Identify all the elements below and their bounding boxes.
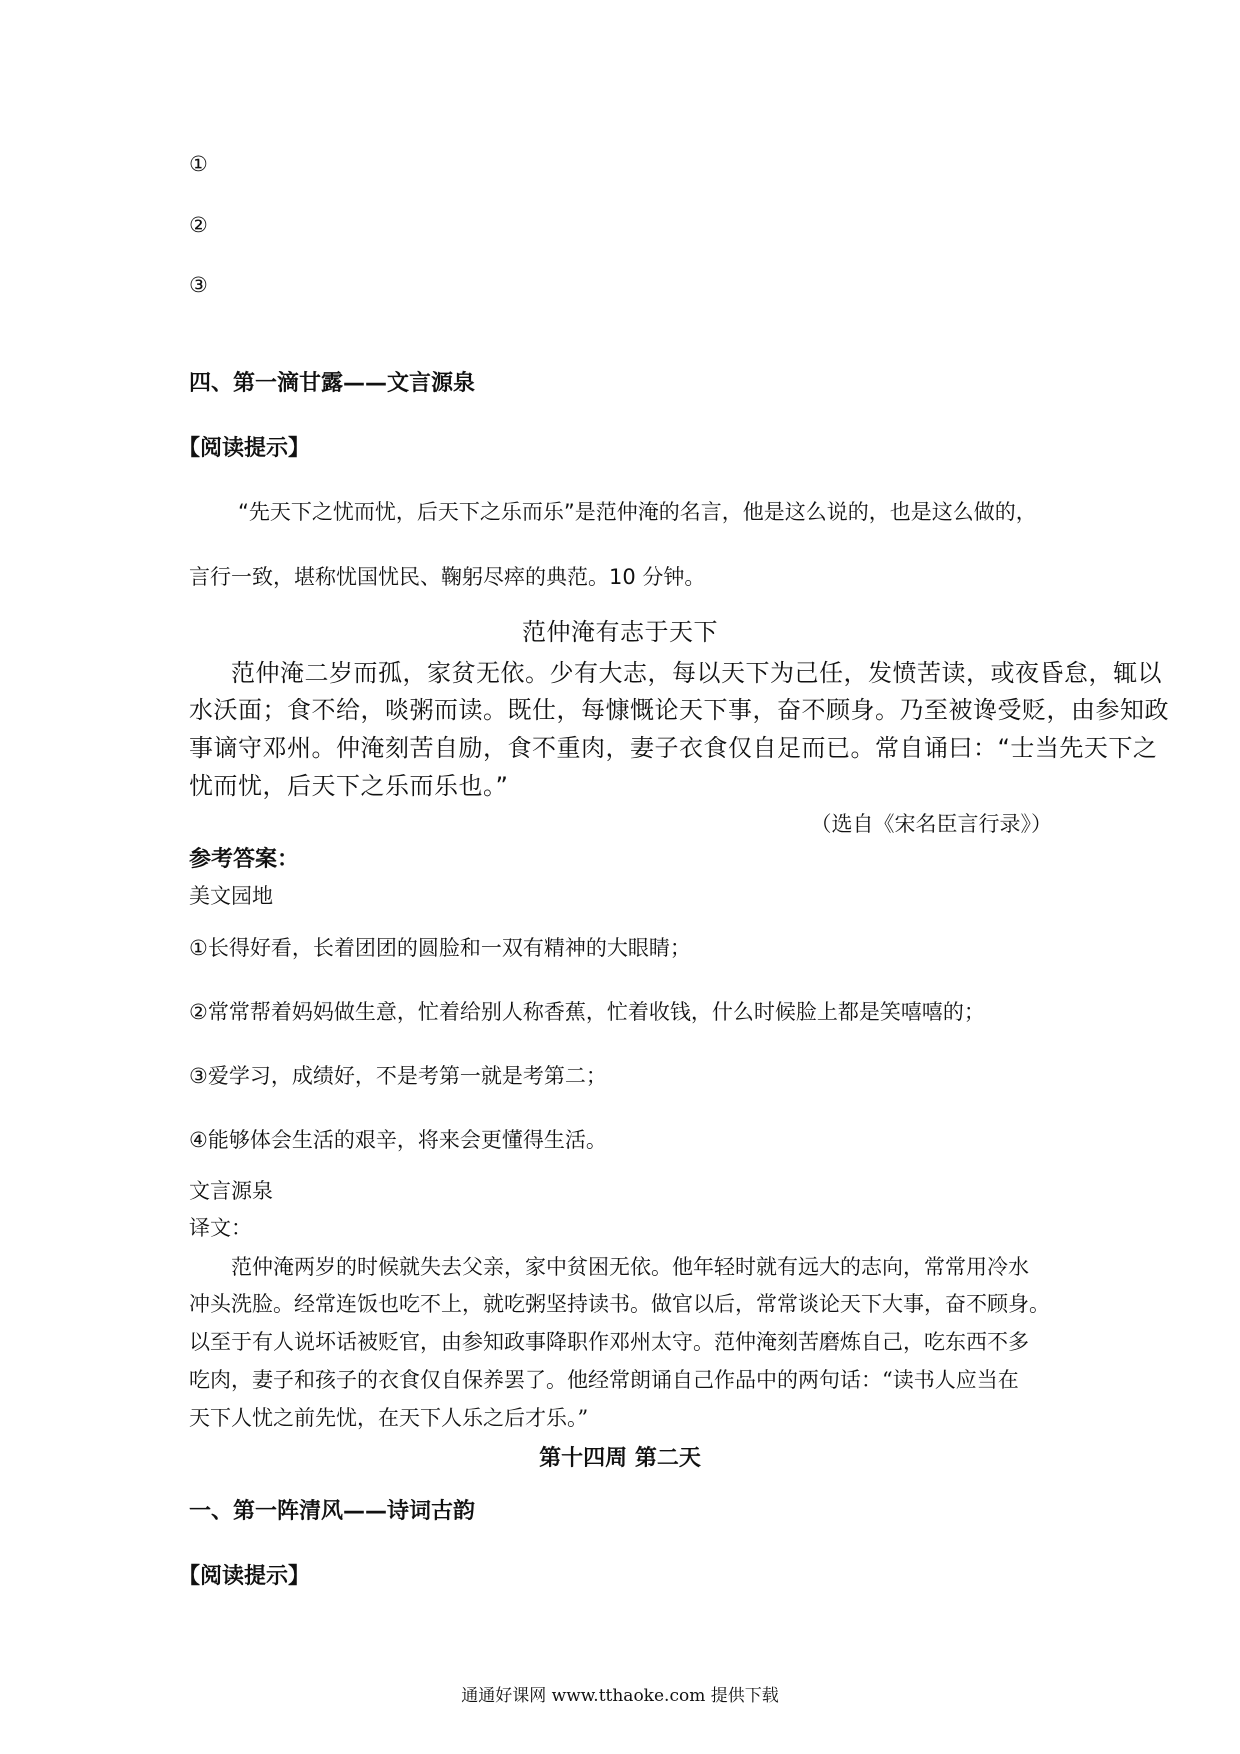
blank-line-2: ② bbox=[189, 213, 208, 237]
answer-section-1: 美文园地 bbox=[189, 884, 273, 908]
hint-line-2: 言行一致，堪称忧国忧民、鞠躬尽瘁的典范。10 分钟。 bbox=[189, 565, 706, 589]
week-heading: 第十四周 第二天 bbox=[539, 1446, 701, 1471]
translation-line-3: 以至于有人说坏话被贬官，由参知政事降职作邓州太守。范仲淹刻苦磨炼自己，吃东西不多 bbox=[189, 1330, 1029, 1354]
blank-line-1: ① bbox=[189, 152, 208, 176]
answer-item-4: ④能够体会生活的艰辛，将来会更懂得生活。 bbox=[189, 1128, 607, 1152]
section-4-title: 四、第一滴甘露——文言源泉 bbox=[189, 371, 476, 396]
translation-label: 译文： bbox=[189, 1216, 252, 1240]
classical-line-4: 忧而忧，后天下之乐而乐也。” bbox=[189, 772, 509, 800]
reading-hint-label-2: 【阅读提示】 bbox=[178, 1564, 311, 1589]
source-citation: （选自《宋名臣言行录》） bbox=[810, 812, 1052, 836]
answer-label: 参考答案： bbox=[189, 847, 300, 872]
answer-item-2: ②常常帮着妈妈做生意，忙着给别人称香蕉，忙着收钱，什么时候脸上都是笑嘻嘻的； bbox=[189, 1000, 985, 1024]
blank-line-3: ③ bbox=[189, 273, 208, 297]
translation-line-4: 吃肉，妻子和孩子的衣食仅自保养罢了。他经常朗诵自己作品中的两句话：“读书人应当在 bbox=[189, 1368, 1019, 1392]
translation-line-2: 冲头洗脸。经常连饭也吃不上，就吃粥坚持读书。做官以后，常常谈论天下大事，奋不顾身。 bbox=[189, 1292, 1050, 1316]
answer-item-1: ①长得好看，长着团团的圆脸和一双有精神的大眼睛； bbox=[189, 936, 691, 960]
reading-hint-label: 【阅读提示】 bbox=[178, 436, 311, 461]
hint-line-1: “先天下之忧而忧，后天下之乐而乐”是范仲淹的名言，他是这么说的，也是这么做的， bbox=[238, 500, 1037, 524]
classical-title: 范仲淹有志于天下 bbox=[522, 618, 718, 646]
translation-line-1: 范仲淹两岁的时候就失去父亲，家中贫困无依。他年轻时就有远大的志向，常常用冷水 bbox=[231, 1255, 1029, 1279]
answer-section-2: 文言源泉 bbox=[189, 1179, 273, 1203]
classical-line-1: 范仲淹二岁而孤，家贫无依。少有大志，每以天下为己任，发愤苦读，或夜昏怠，辄以 bbox=[231, 659, 1162, 687]
section-1-title: 一、第一阵清风——诗词古韵 bbox=[189, 1499, 476, 1524]
classical-line-2: 水沃面；食不给，啖粥而读。既仕，每慷慨论天下事，奋不顾身。乃至被谗受贬，由参知政 bbox=[189, 696, 1169, 724]
classical-line-3: 事谪守邓州。仲淹刻苦自励，食不重肉，妻子衣食仅自足而已。常自诵曰：“士当先天下之 bbox=[189, 734, 1158, 762]
page-footer: 通通好课网 www.tthaoke.com 提供下载 bbox=[461, 1686, 779, 1706]
translation-line-5: 天下人忧之前先忧，在天下人乐之后才乐。” bbox=[189, 1406, 589, 1430]
answer-item-3: ③爱学习，成绩好，不是考第一就是考第二； bbox=[189, 1064, 607, 1088]
